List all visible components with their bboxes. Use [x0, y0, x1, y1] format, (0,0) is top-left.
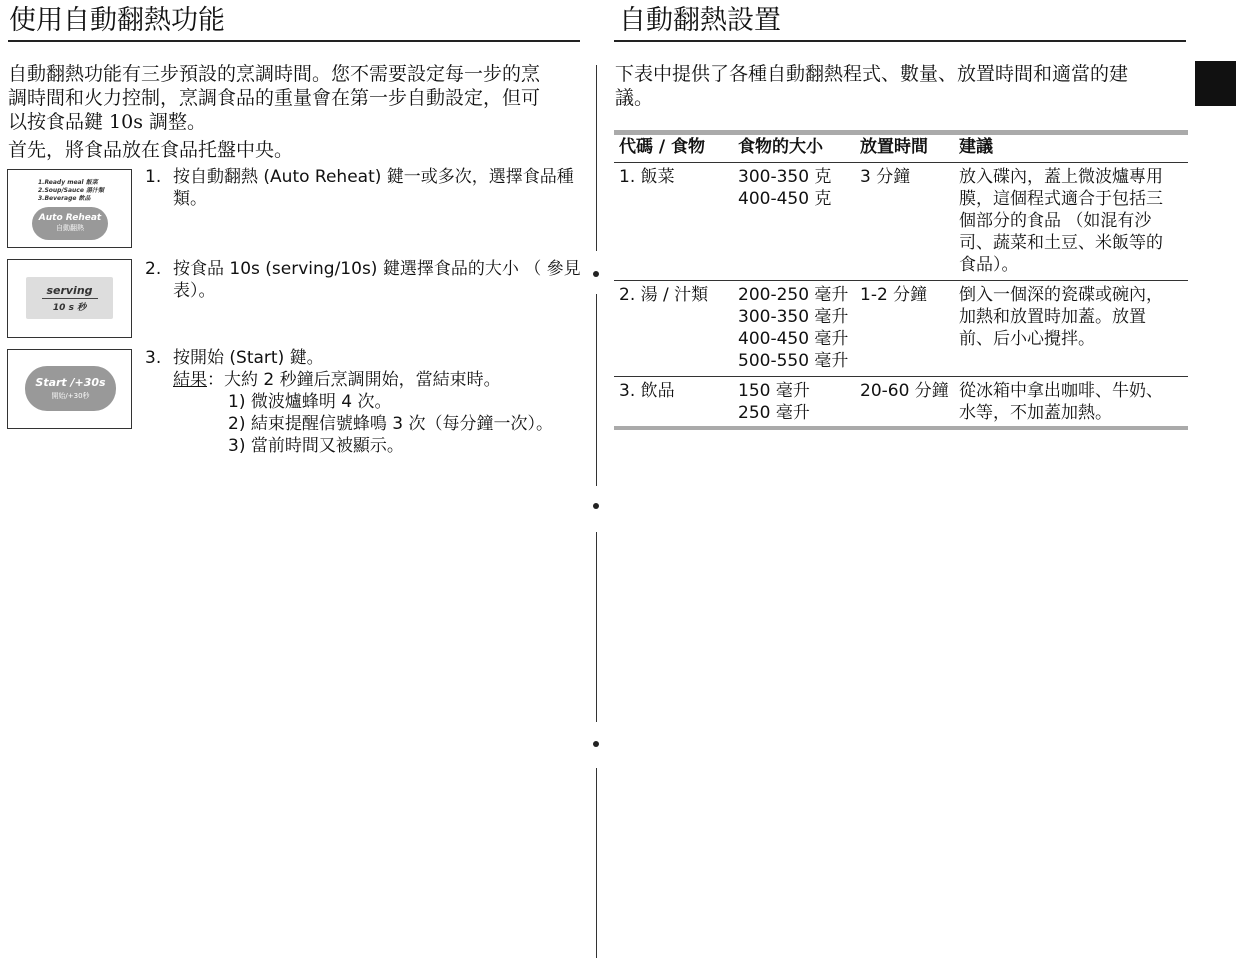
header-rule: [614, 162, 1188, 163]
intro-line: 調時間和火力控制，烹調食品的重量會在第一步自動設定，但可: [8, 87, 541, 109]
step-text: 類。: [173, 189, 207, 209]
cell-food: 1. 飯菜: [619, 167, 675, 187]
advice-line: 個部分的食品 （如混有沙: [959, 211, 1152, 231]
result-text: ：大約 2 秒鐘后烹調開始，當結束時。: [207, 370, 501, 390]
auto-reheat-button-sub: 自動翻熱: [56, 224, 84, 232]
divider-dot: [593, 503, 599, 509]
cell-sizes: [738, 380, 810, 424]
intro-line: 自動翻熱功能有三步預設的烹調時間。您不需要設定每一步的烹: [8, 63, 541, 85]
column-divider: [596, 65, 597, 251]
advice-line: 司、蔬菜和土豆、米飯等的: [959, 233, 1163, 253]
step-text: 按食品 10s (serving/10s) 鍵選擇食品的大小 （ 參見: [173, 259, 581, 279]
cell-advice: [959, 166, 1163, 276]
row-rule: [614, 280, 1188, 281]
table-bottom-rule: [614, 426, 1188, 430]
first-instruction: 首先，將食品放在食品托盤中央。: [8, 139, 294, 161]
row-rule: [614, 376, 1188, 377]
size-value: 400-450 毫升: [738, 329, 849, 349]
serving-panel: [7, 259, 132, 338]
advice-line: 倒入一個深的瓷碟或碗內，: [959, 285, 1163, 305]
result-items: [173, 391, 553, 457]
menu-item: 1.Ready meal 飯菜: [38, 179, 98, 186]
serving-button-sub: 10 s 秒: [52, 303, 87, 313]
title-underline: [8, 40, 580, 42]
serving-divider: [42, 298, 98, 299]
intro-line: 下表中提供了各種自動翻熱程式、數量、放置時間和適當的建: [615, 63, 1129, 85]
serving-button[interactable]: [26, 277, 113, 319]
cell-time: 3 分鐘: [860, 167, 911, 187]
divider-dot: [593, 741, 599, 747]
advice-line: 前、后小心攪拌。: [959, 329, 1095, 349]
result-item: 2) 結束提醒信號蜂鳴 3 次（每分鐘一次）。: [228, 414, 553, 434]
step-number: 3.: [145, 348, 162, 368]
cell-advice: [959, 284, 1163, 350]
step-number: 1.: [145, 167, 162, 187]
menu-item: 3.Beverage 飲品: [38, 195, 91, 202]
start-button-sub: 開始/+30秒: [51, 392, 90, 400]
start-button-label: Start /+30s: [35, 376, 106, 389]
menu-item: 2.Soup/Sauce 湯汁類: [38, 187, 105, 194]
advice-line: 膜，這個程式適合于包括三: [959, 189, 1163, 209]
serving-button-label: serving: [46, 284, 93, 297]
column-divider: [596, 532, 597, 722]
size-value: 150 毫升: [738, 381, 810, 401]
start-button[interactable]: [25, 366, 116, 411]
size-value: 200-250 毫升: [738, 285, 849, 305]
step-text: 按開始 (Start) 鍵。: [173, 348, 324, 368]
food-menu-list: [38, 179, 104, 203]
divider-dot: [593, 271, 599, 277]
column-divider: [596, 768, 597, 958]
result-line: [173, 369, 553, 391]
result-item: 1) 微波爐蜂明 4 次。: [228, 392, 392, 412]
page-title: 使用自動翻熱功能: [9, 5, 225, 36]
col-header-food: 代碼 / 食物: [619, 137, 706, 157]
result-item: 3) 當前時間又被顯示。: [228, 436, 404, 456]
intro-line: 以按食品鍵 10s 調整。: [8, 111, 207, 133]
section-title: 自動翻熱設置: [619, 5, 781, 36]
auto-reheat-panel: [7, 169, 132, 248]
section-tab: [1195, 61, 1236, 106]
auto-reheat-button[interactable]: [32, 207, 108, 240]
size-value: 400-450 克: [738, 189, 832, 209]
col-header-time: 放置時間: [860, 137, 928, 157]
size-value: 500-550 毫升: [738, 351, 849, 371]
cell-food: 2. 湯 / 汁類: [619, 285, 709, 305]
intro-paragraph: [8, 62, 588, 134]
cell-sizes: [738, 166, 831, 210]
advice-line: 加熱和放置時加蓋。放置: [959, 307, 1146, 327]
step-1: [145, 166, 595, 216]
advice-line: 從冰箱中拿出咖啡、牛奶、: [959, 381, 1163, 401]
cell-time: 20-60 分鐘: [860, 381, 949, 401]
column-divider: [596, 294, 597, 486]
table-top-rule: [614, 130, 1188, 135]
cell-sizes: [738, 284, 848, 372]
cell-time: 1-2 分鐘: [860, 285, 928, 305]
auto-reheat-button-label: Auto Reheat: [38, 213, 102, 223]
table-intro: [615, 62, 1185, 110]
size-value: 250 毫升: [738, 403, 810, 423]
title-underline: [614, 40, 1186, 42]
size-value: 300-350 毫升: [738, 307, 849, 327]
cell-advice: [959, 380, 1163, 424]
advice-line: 食品）。: [959, 255, 1019, 275]
cell-food: 3. 飲品: [619, 381, 675, 401]
col-header-advice: 建議: [959, 137, 993, 157]
result-label: 結果: [173, 370, 207, 390]
start-panel: [7, 349, 132, 429]
col-header-size: 食物的大小: [738, 137, 823, 157]
step-3: [145, 347, 595, 457]
step-number: 2.: [145, 259, 162, 279]
step-text: 按自動翻熱 (Auto Reheat) 鍵一或多次，選擇食品種: [173, 167, 574, 187]
advice-line: 放入碟內，蓋上微波爐專用: [959, 167, 1163, 187]
advice-line: 水等，不加蓋加熱。: [959, 403, 1112, 423]
step-text: 表）。: [173, 281, 216, 301]
size-value: 300-350 克: [738, 167, 832, 187]
step-2: [145, 258, 595, 308]
intro-line: 議。: [615, 87, 654, 109]
